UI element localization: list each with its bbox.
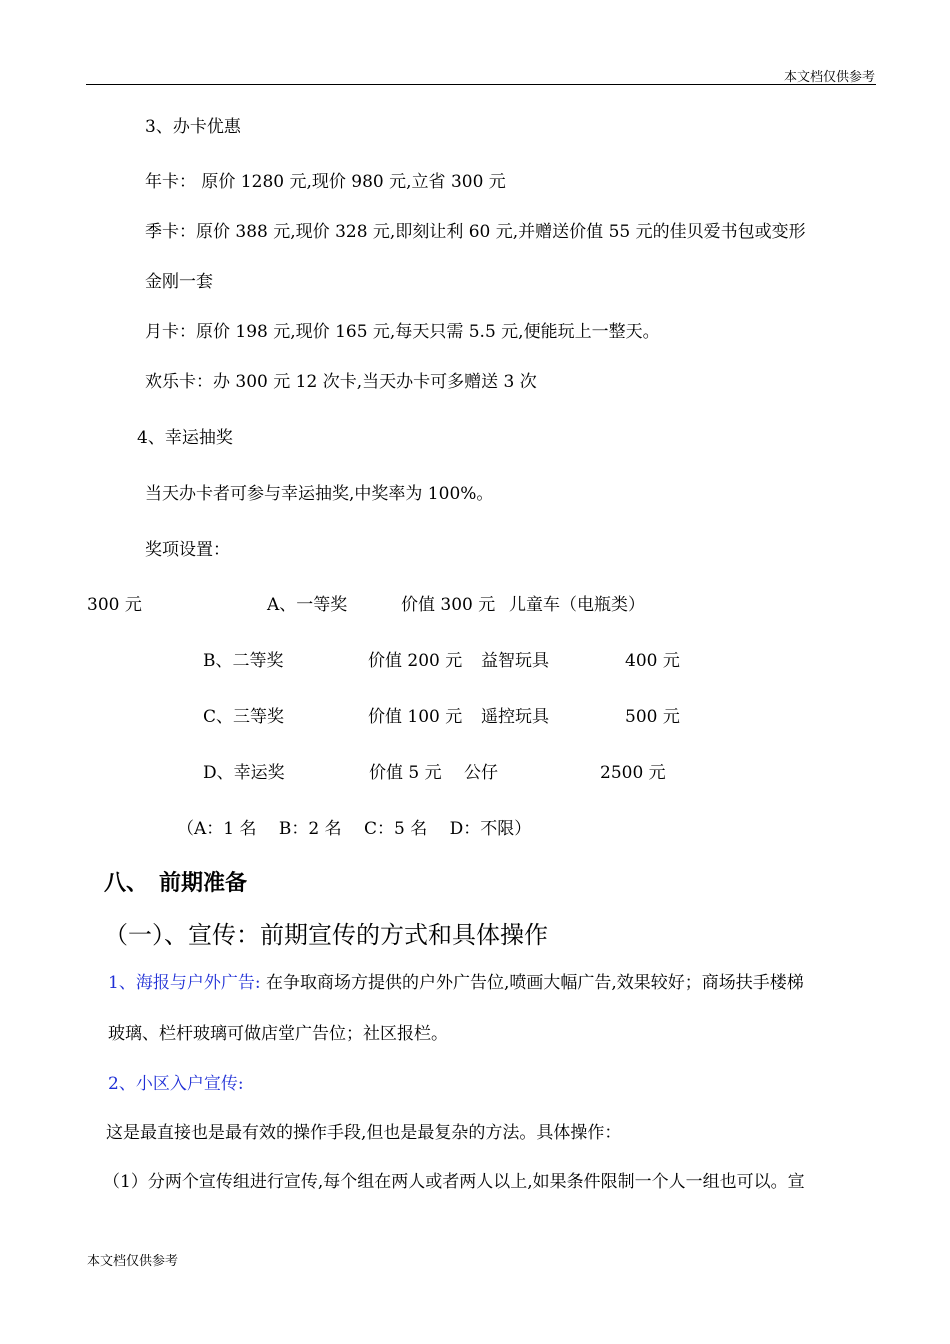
prize-d-name: D、幸运奖: [203, 763, 285, 783]
prize-c-total: 500 元: [625, 707, 680, 727]
section3-title: 3、办卡优惠: [145, 117, 241, 137]
prize-c-name: C、三等奖: [203, 707, 285, 727]
page-footer-note: 本文档仅供参考: [87, 1254, 179, 1269]
annual-card-line: 年卡： 原价 1280 元,现价 980 元,立省 300 元: [145, 172, 506, 192]
community-label: 2、小区入户宣传:: [108, 1074, 244, 1094]
lottery-intro: 当天办卡者可参与幸运抽奖,中奖率为 100%。: [145, 484, 494, 504]
first-prize-total: 300 元: [87, 595, 142, 615]
prize-d-value: 价值 5 元: [369, 763, 442, 783]
happy-card-line: 欢乐卡：办 300 元 12 次卡,当天办卡可多赠送 3 次: [145, 372, 537, 392]
season-card-line-cont: 金刚一套: [145, 272, 213, 292]
prize-d-total: 2500 元: [600, 763, 666, 783]
season-card-line: 季卡：原价 388 元,现价 328 元,即刻让利 60 元,并赠送价值 55 元的佳贝爱书包或变形: [145, 222, 806, 242]
section8-heading: 八、 前期准备: [104, 871, 248, 896]
community-intro: 这是最直接也是最有效的操作手段,但也是最复杂的方法。具体操作：: [106, 1123, 622, 1143]
page-header-note: 本文档仅供参考: [783, 70, 875, 85]
prize-b-total: 400 元: [625, 651, 680, 671]
month-card-line: 月卡：原价 198 元,现价 165 元,每天只需 5.5 元,便能玩上一整天。: [145, 322, 660, 342]
poster-text: 在争取商场方提供的户外广告位,喷画大幅广告,效果较好；商场扶手楼梯: [260, 973, 804, 993]
poster-label: 1、海报与户外广告:: [108, 973, 261, 993]
prize-b-value: 价值 200 元: [368, 651, 463, 671]
prize-a-value: 价值 300 元: [401, 595, 496, 615]
poster-paragraph: [108, 968, 804, 993]
prize-c-value: 价值 100 元: [368, 707, 463, 727]
prize-a-name: A、一等奖: [267, 595, 348, 615]
prize-b-name: B、二等奖: [203, 651, 284, 671]
prize-quota: （A：1 名 B：2 名 C：5 名 D：不限）: [177, 819, 532, 839]
prize-c-item: 遥控玩具: [481, 707, 549, 727]
prize-a-item: 儿童车（电瓶类）: [509, 595, 645, 615]
community-step-1: （1）分两个宣传组进行宣传,每个组在两人或者两人以上,如果条件限制一个人一组也可以。宣: [103, 1172, 805, 1192]
header-rule: [86, 84, 876, 85]
publicity-subheading: （一）、宣传：前期宣传的方式和具体操作: [104, 921, 548, 949]
prize-b-item: 益智玩具: [481, 651, 549, 671]
prize-setting-label: 奖项设置：: [145, 540, 230, 560]
poster-paragraph-cont: 玻璃、栏杆玻璃可做店堂广告位；社区报栏。: [108, 1024, 448, 1044]
prize-d-item: 公仔: [464, 763, 498, 783]
section4-title: 4、幸运抽奖: [137, 428, 233, 448]
